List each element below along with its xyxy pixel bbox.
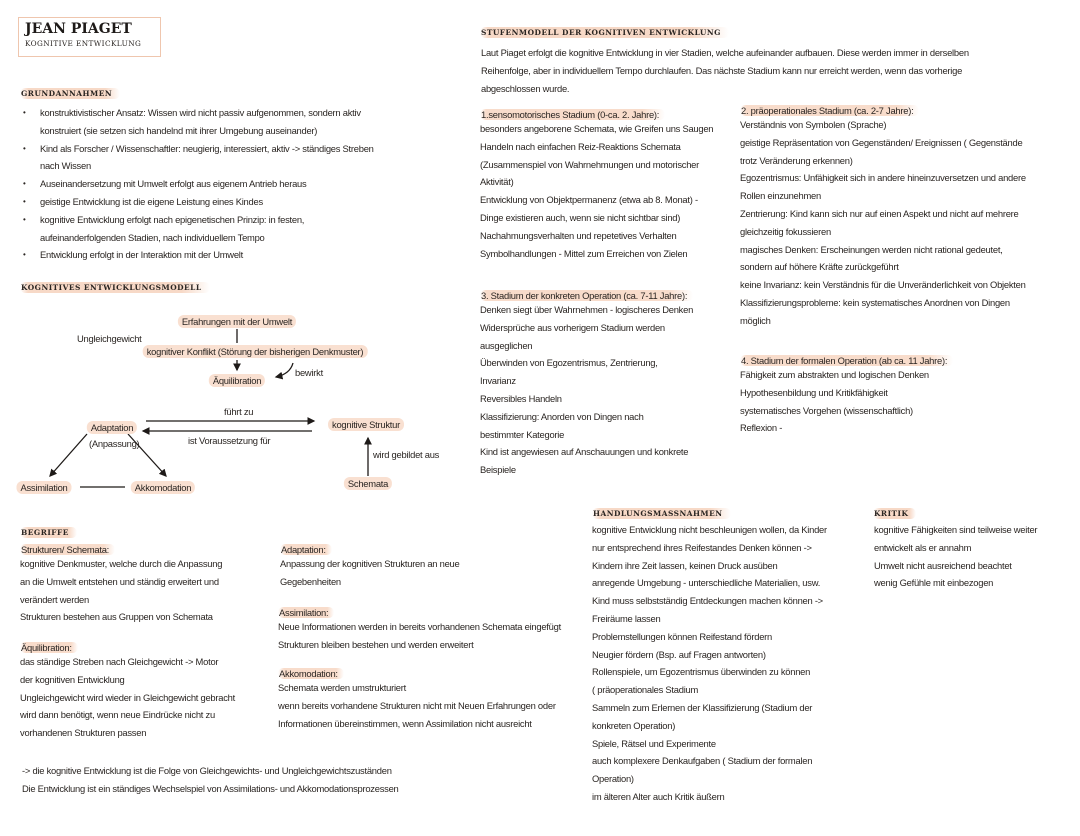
text-line: Beispiele <box>480 464 516 476</box>
label-bewirkt: bewirkt <box>295 367 323 378</box>
term-strukturen-lines <box>20 555 222 626</box>
text-line: Klassifizierung: Anorden von Dingen nach <box>480 410 644 422</box>
heading-stufenmodell: STUFENMODELL DER KOGNITIVEN ENTWICKLUNG <box>480 27 729 38</box>
stage-1 <box>480 109 713 262</box>
text-line: besonders angeborene Schemata, wie Greifen uns Saugen <box>480 123 714 134</box>
stufen-intro <box>481 44 969 97</box>
text-line: kognitive Entwicklung nicht beschleunigen wollen, da Kinder <box>592 524 827 535</box>
text-line: Überwinden von Egozentrismus, Zentrierung, <box>480 357 658 369</box>
stage-2 <box>740 105 1026 330</box>
stage-2-lines <box>740 116 1026 330</box>
text-line: Kind ist angewiesen auf Anschauungen und konkrete <box>480 446 689 458</box>
text-line: ausgeglichen <box>480 339 533 351</box>
text-line: trotz Veränderung erkennen) <box>740 154 853 166</box>
term-aequilibration <box>20 642 235 742</box>
text-line: Klassifizierungsprobleme: kein systematisches Anordnen von Dingen <box>740 296 1010 308</box>
text-line: ( präoperationales Stadium <box>592 684 699 696</box>
text-line: Reflexion - <box>740 422 783 434</box>
term-adaptation-title: Adaptation: <box>280 544 332 555</box>
node-aequilibration: Äquilibration <box>209 374 265 387</box>
bullet-continuation: nach Wissen <box>40 160 91 172</box>
arrow-adaptation-assimilation <box>50 434 87 476</box>
text-line: vorhandenen Strukturen passen <box>20 727 147 739</box>
node-konflikt: kognitiver Konflikt (Störung der bisherigen Denkmuster) <box>143 345 368 358</box>
text-line: Spiele, Rätsel und Experimente <box>592 737 716 749</box>
text-line: der kognitiven Entwicklung <box>20 673 125 685</box>
text-line: Anpassung der kognitiven Strukturen an neue <box>280 558 460 569</box>
kritik-lines <box>874 521 1037 592</box>
term-akkomodation-title: Akkomodation: <box>278 668 344 679</box>
text-line: das ständige Streben nach Gleichgewicht -> Motor <box>20 656 219 667</box>
page-subtitle: KOGNITIVE ENTWICKLUNG <box>25 39 142 48</box>
text-line: -> die kognitive Entwicklung ist die Folge von Gleichgewichts- und Ungleichgewichtszuständen <box>22 765 392 776</box>
text-line: gleichzeitig fokussieren <box>740 225 831 237</box>
stage-3-lines <box>480 301 693 479</box>
bullet-item: • Entwicklung erfolgt in der Interaktion mit der Umwelt <box>20 246 374 264</box>
text-line: systematisches Vorgehen (wissenschaftlich) <box>740 404 913 416</box>
text-line: Problemstellungen können Reifestand fördern <box>592 630 772 642</box>
text-line: entwickelt als er annahm <box>874 541 972 553</box>
label-anpassung: (Anpassung) <box>89 438 140 449</box>
text-line: an die Umwelt entstehen und ständig erweitert und <box>20 575 219 587</box>
text-line: Dinge existieren auch, wenn sie nicht sichtbar sind) <box>480 211 681 223</box>
text-line: Rollenspiele, um Egozentrismus überwinden zu können <box>592 666 811 678</box>
text-line: Reihenfolge, aber in individuellem Tempo durchlaufen. Das nächste Stadium kann nur erreicht werden, wenn das vorherige <box>481 64 963 76</box>
text-line: Ungleichgewicht wird wieder in Gleichgewicht gebracht <box>20 691 235 703</box>
term-akkomodation <box>278 668 556 732</box>
node-kognitive-struktur: kognitive Struktur <box>328 418 404 431</box>
text-line: Strukturen bleiben bestehen und werden erweitert <box>278 638 474 650</box>
node-erfahrungen: Erfahrungen mit der Umwelt <box>178 315 296 328</box>
text-line: Widersprüche aus vorherigem Stadium werden <box>480 321 665 333</box>
term-assimilation-lines <box>278 618 561 654</box>
text-line: Denken siegt über Wahrnehmen - logischeres Denken <box>480 304 694 315</box>
stage-4-title: 4. Stadium der formalen Operation (ab ca. 11 Jahre): <box>740 355 953 366</box>
text-line: abgeschlossen wurde. <box>481 82 570 94</box>
text-line: wenig Gefühle mit einbezogen <box>874 577 994 589</box>
stage-3 <box>480 290 693 479</box>
text-line: Laut Piaget erfolgt die kognitive Entwicklung in vier Stadien, welche aufeinander aufbauen. Diese werden immer in derselben <box>481 47 969 58</box>
text-line: Invarianz <box>480 375 516 387</box>
text-line: verändert werden <box>20 593 89 605</box>
text-line: Zentrierung: Kind kann sich nur auf einen Aspekt und nicht auf mehrere <box>740 207 1019 219</box>
text-line: kognitive Fähigkeiten sind teilweise weiter <box>874 524 1038 535</box>
text-line: bestimmter Kategorie <box>480 428 565 440</box>
term-akkomodation-lines <box>278 679 556 732</box>
stage-1-lines <box>480 120 713 262</box>
label-gebildet: wird gebildet aus <box>373 449 440 460</box>
text-line: Freiräume lassen <box>592 612 661 624</box>
text-line: Neue Informationen werden in bereits vorhandenen Schemata eingefügt <box>278 621 561 632</box>
text-line: im älteren Alter auch Kritik äußern <box>592 790 725 802</box>
term-assimilation <box>278 607 561 654</box>
text-line: Schemata werden umstrukturiert <box>278 682 406 693</box>
page-title: JEAN PIAGET <box>25 21 132 37</box>
text-line: Verständnis von Symbolen (Sprache) <box>740 119 887 130</box>
text-line: sondern auf höhere Kräfte zurückgeführt <box>740 261 899 273</box>
text-line: Hypothesenbildung und Kritikfähigkeit <box>740 386 888 398</box>
term-strukturen-title: Strukturen/ Schemata: <box>20 544 115 555</box>
text-line: Aktivität) <box>480 176 514 188</box>
stage-3-title: 3. Stadium der konkreten Operation (ca. 7-11 Jahre): <box>480 290 693 301</box>
term-aequilibration-lines <box>20 653 235 742</box>
title-box <box>18 17 161 57</box>
term-aequilibration-title: Äquilibration: <box>20 642 78 653</box>
text-line: wird dann benötigt, wenn neue Eindrücke nicht zu <box>20 709 215 721</box>
text-line: Egozentrismus: Unfähigkeit sich in andere hineinzuversetzen und andere <box>740 172 1026 184</box>
text-line: nur entsprechend ihres Reifestandes Denken können -> <box>592 541 812 553</box>
text-line: Umwelt nicht ausreichend beachtet <box>874 559 1012 571</box>
text-line: kognitive Denkmuster, welche durch die Anpassung <box>20 558 223 569</box>
text-line: Nachahmungsverhalten und repetetives Verhalten <box>480 229 677 241</box>
text-line: Kind muss selbstständig Entdeckungen machen können -> <box>592 595 823 607</box>
term-adaptation-lines <box>280 555 459 591</box>
stage-1-title: 1.sensomotorisches Stadium (0-ca. 2. Jahre): <box>480 109 665 120</box>
text-line: möglich <box>740 314 771 326</box>
stage-4 <box>740 355 953 437</box>
node-assimilation: Assimilation <box>16 481 71 494</box>
text-line: magisches Denken: Erscheinungen werden nicht rational gedeutet, <box>740 243 1003 255</box>
term-assimilation-title: Assimilation: <box>278 607 334 618</box>
label-fuehrt-zu: führt zu <box>224 406 254 417</box>
grundannahmen-list <box>20 104 374 264</box>
text-line: Sammeln zum Erlernen der Klassifizierung (Stadium der <box>592 701 813 713</box>
label-ungleichgewicht: Ungleichgewicht <box>77 333 142 344</box>
bullet-item: • Kind als Forscher / Wissenschaftler: neugierig, interessiert, aktiv -> ständiges Streben <box>20 140 374 158</box>
text-line: keine Invarianz: kein Verständnis für die Unveränderlichkeit von Objekten <box>740 279 1026 291</box>
bullet-item: • konstruktivistischer Ansatz: Wissen wird nicht passiv aufgenommen, sondern aktiv <box>20 104 374 122</box>
bullet-item: • Auseinandersetzung mit Umwelt erfolgt aus eigenem Antrieb heraus <box>20 175 374 193</box>
bullet-continuation: aufeinanderfolgenden Stadien, nach individuellem Tempo <box>40 231 265 243</box>
arrow-bewirkt <box>276 363 293 377</box>
text-line: Fähigkeit zum abstrakten und logischen Denken <box>740 369 929 380</box>
node-schemata: Schemata <box>344 477 392 490</box>
term-strukturen <box>20 544 222 626</box>
text-line: Kindern ihre Zeit lassen, keinen Druck ausüben <box>592 559 778 571</box>
text-line: auch komplexere Denkaufgaben ( Stadium der formalen <box>592 755 813 767</box>
heading-modell: KOGNITIVES ENTWICKLUNGSMODELL <box>20 282 210 293</box>
begriffe-fazit <box>22 762 399 798</box>
node-akkomodation: Akkomodation <box>131 481 195 494</box>
term-adaptation <box>280 544 459 591</box>
bullet-continuation: konstruiert (sie setzen sich handelnd mit ihrer Umgebung auseinander) <box>40 124 318 136</box>
text-line: Gegebenheiten <box>280 575 341 587</box>
bullet-item: • kognitive Entwicklung erfolgt nach epigenetischen Prinzip: in festen, <box>20 211 374 229</box>
text-line: Die Entwicklung ist ein ständiges Wechselspiel von Assimilations- und Akkomodationsprozessen <box>22 782 399 794</box>
text-line: konkreten Operation) <box>592 719 676 731</box>
text-line: Operation) <box>592 773 634 785</box>
text-line: wenn bereits vorhandene Strukturen nicht mit Neuen Erfahrungen oder <box>278 699 556 711</box>
text-line: Rollen einzunehmen <box>740 190 821 202</box>
text-line: (Zusammenspiel von Wahrnehmungen und motorischer <box>480 158 700 170</box>
stage-2-title: 2. präoperationales Stadium (ca. 2-7 Jahre): <box>740 105 919 116</box>
text-line: geistige Repräsentation von Gegenständen/ Ereignissen ( Gegenstände <box>740 136 1023 148</box>
heading-grundannahmen: GRUNDANNAHMEN <box>20 88 120 99</box>
text-line: anregende Umgebung - unterschiedliche Materialien, usw. <box>592 577 821 589</box>
text-line: Informationen übereinstimmen, wenn Assimilation nicht ausreicht <box>278 717 532 729</box>
text-line: Handeln nach einfachen Reiz-Reaktions Schemata <box>480 140 681 152</box>
heading-handlungsmassnahmen: HANDLUNGSMASSNAHMEN <box>592 508 731 519</box>
text-line: Symbolhandlungen - Mittel zum Erreichen von Zielen <box>480 247 688 259</box>
text-line: Strukturen bestehen aus Gruppen von Schemata <box>20 611 213 623</box>
text-line: Neugier fördern (Bsp. auf Fragen antworten) <box>592 648 766 660</box>
handlung-lines <box>592 521 827 806</box>
stage-4-lines <box>740 366 953 437</box>
text-line: Reversibles Handeln <box>480 392 562 404</box>
node-adaptation: Adaptation <box>87 421 137 434</box>
heading-kritik: KRITIK <box>873 508 916 519</box>
label-voraussetzung: ist Voraussetzung für <box>188 435 271 446</box>
bullet-item: • geistige Entwicklung ist die eigene Leistung eines Kindes <box>20 193 374 211</box>
heading-begriffe: BEGRIFFE <box>20 527 77 538</box>
text-line: Entwicklung von Objektpermanenz (etwa ab 8. Monat) - <box>480 194 698 206</box>
